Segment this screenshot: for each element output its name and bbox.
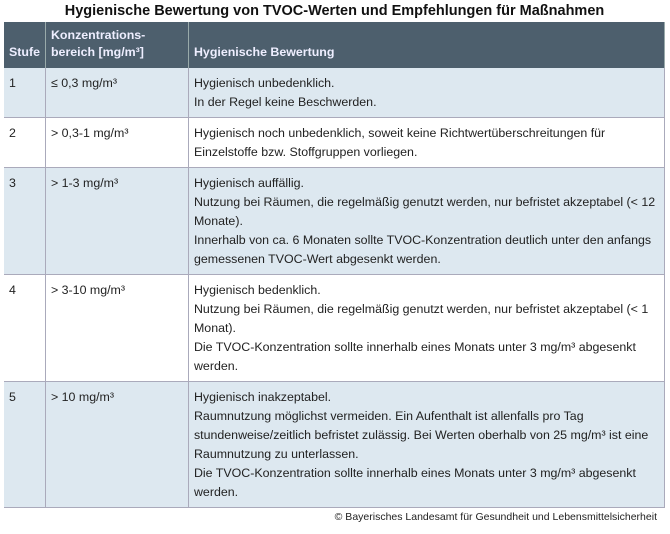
table-title: Hygienische Bewertung von TVOC-Werten und Empfehlungen für Maßnahmen	[64, 3, 605, 19]
bewertung-line: Die TVOC-Konzentration sollte innerhalb eines Monats unter 3 mg/m³ abgesenkt werden.	[193, 466, 636, 499]
bewertung-line: Raumnutzung möglichst vermeiden. Ein Aufenthalt ist allenfalls pro Tag stundenweise/zeitlich befristet zulässig. Bei Werten oberhalb von 25 mg/m³ ist eine Raumnutzung zu unterlassen.	[193, 409, 649, 461]
range-cell: > 10 mg/m³	[45, 382, 188, 508]
table-row	[4, 275, 665, 382]
header-bewertung: Hygienische Bewertung	[188, 22, 664, 68]
stufe-cell: 4	[4, 275, 45, 382]
tvoc-table	[4, 22, 665, 508]
bewertung-line: Nutzung bei Räumen, die regelmäßig genutzt werden, nur befristet akzeptabel (< 12 Monate).	[193, 195, 656, 228]
bewertung-line: Nutzung bei Räumen, die regelmäßig genutzt werden, nur befristet akzeptabel (< 1 Monat).	[193, 302, 649, 335]
header-row	[4, 22, 665, 68]
bewertung-cell	[188, 168, 664, 275]
header-stufe: Stufe	[4, 22, 45, 68]
range-cell: ≤ 0,3 mg/m³	[45, 68, 188, 118]
bewertung-line: Hygienisch noch unbedenklich, soweit keine Richtwertüberschreitungen für Einzelstoffe bzw. Stoffgruppen vorliegen.	[193, 126, 606, 159]
bewertung-cell	[188, 275, 664, 382]
bewertung-cell	[188, 118, 664, 168]
bewertung-line: Hygienisch unbedenklich.	[193, 76, 335, 90]
stufe-cell: 5	[4, 382, 45, 508]
bewertung-cell	[188, 68, 664, 118]
bewertung-line: Hygienisch inakzeptabel.	[193, 390, 332, 404]
stufe-cell: 3	[4, 168, 45, 275]
bewertung-cell	[188, 382, 664, 508]
header-konzentration: Konzentrations- bereich [mg/m³]	[45, 22, 188, 68]
table-row	[4, 168, 665, 275]
table-row	[4, 68, 665, 118]
bewertung-line: Hygienisch bedenklich.	[193, 283, 321, 297]
table-row	[4, 382, 665, 508]
stufe-cell: 2	[4, 118, 45, 168]
bewertung-line: Hygienisch auffällig.	[193, 176, 304, 190]
range-cell: > 3-10 mg/m³	[45, 275, 188, 382]
range-cell: > 0,3-1 mg/m³	[45, 118, 188, 168]
bewertung-line: Innerhalb von ca. 6 Monaten sollte TVOC-Konzentration deutlich unter den anfangs gemessenen TVOC-Wert abgesenkt werden.	[193, 233, 652, 266]
table-row	[4, 118, 665, 168]
copyright: © Bayerisches Landesamt für Gesundheit und Lebensmittelsicherheit	[334, 511, 657, 523]
range-cell: > 1-3 mg/m³	[45, 168, 188, 275]
bewertung-line: In der Regel keine Beschwerden.	[193, 95, 377, 109]
stufe-cell: 1	[4, 68, 45, 118]
bewertung-line: Die TVOC-Konzentration sollte innerhalb eines Monats unter 3 mg/m³ abgesenkt werden.	[193, 340, 636, 373]
